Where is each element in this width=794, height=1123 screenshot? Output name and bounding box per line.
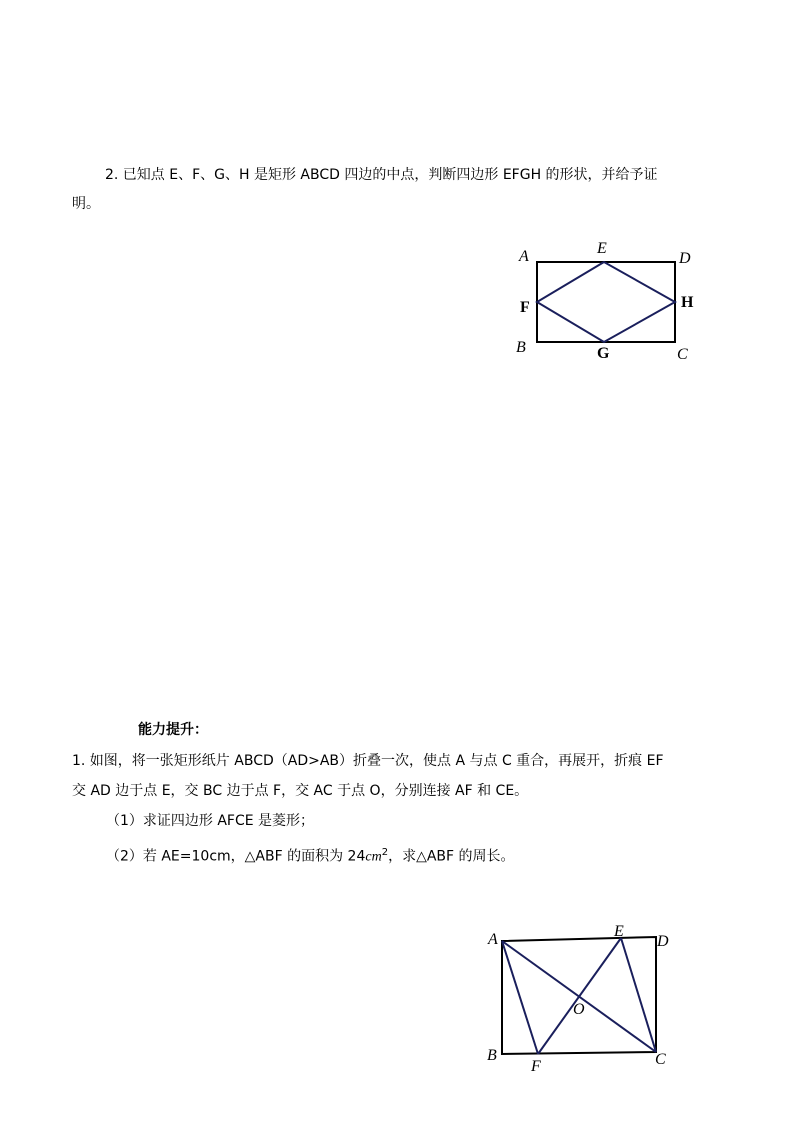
label-b: B — [516, 339, 526, 356]
label-c: C — [677, 346, 688, 363]
label-a: A — [519, 248, 529, 265]
problem2-line2: 明。 — [72, 196, 100, 212]
label-c2: C — [655, 1051, 666, 1068]
label-g: G — [597, 345, 610, 362]
problem2-line1: 2. 已知点 E、F、G、H 是矩形 ABCD 四边的中点，判断四边形 EFGH 的形状，并给予证 — [105, 167, 658, 183]
label-d: D — [679, 250, 691, 267]
label-e2: E — [614, 923, 624, 940]
label-e: E — [597, 240, 607, 257]
ability-p1-line1: 1. 如图，将一张矩形纸片 ABCD（AD>AB）折叠一次，使点 A 与点 C 重合，再展开，折痕 EF — [72, 753, 664, 769]
label-o2: O — [573, 1001, 585, 1018]
label-f2: F — [531, 1058, 541, 1075]
ability-heading: 能力提升： — [138, 722, 208, 738]
ability-question-2: （2）若 AE=10cm，△ABF 的面积为 $24cm^2$，求△ABF 的周长。 — [106, 847, 515, 865]
label-a2: A — [488, 931, 498, 948]
segment-ef — [538, 938, 621, 1054]
label-f: F — [520, 299, 530, 316]
segment-ec — [621, 938, 656, 1052]
label-h: H — [681, 294, 694, 311]
segment-af — [502, 941, 538, 1054]
ability-p1-line2: 交 AD 边于点 E，交 BC 边于点 F，交 AC 于点 O，分别连接 AF 和 CE。 — [72, 783, 529, 799]
ability-question-1: （1）求证四边形 AFCE 是菱形； — [106, 813, 315, 829]
label-d2: D — [657, 933, 669, 950]
label-b2: B — [487, 1047, 497, 1064]
